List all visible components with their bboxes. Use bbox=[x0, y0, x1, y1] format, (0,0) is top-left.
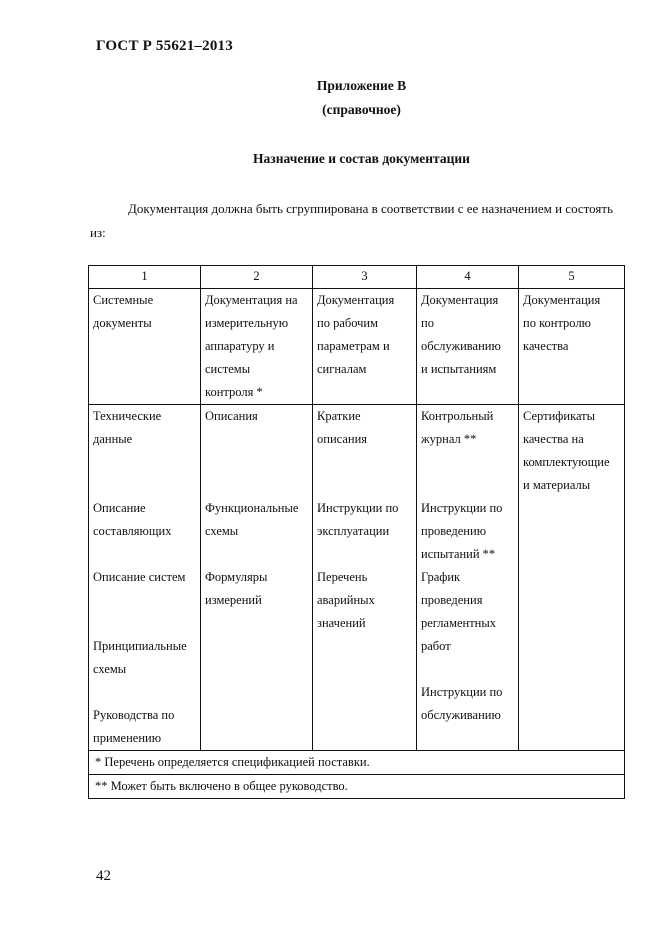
cell-line: документы bbox=[93, 316, 152, 330]
table-cell bbox=[313, 405, 417, 751]
cell-line: журнал ** bbox=[421, 432, 477, 446]
table-cell bbox=[417, 289, 519, 405]
cell-line: Инструкции по bbox=[317, 501, 399, 515]
cell-line: Описания bbox=[205, 409, 258, 423]
documentation-table bbox=[88, 265, 625, 799]
cell-spacer bbox=[205, 428, 308, 451]
cell-line: обслуживанию bbox=[421, 339, 501, 353]
appendix-subtitle: (справочное) bbox=[322, 102, 401, 117]
cell-line: описания bbox=[317, 432, 368, 446]
cell-line: Сертификаты bbox=[523, 409, 596, 423]
cell-line: составляющих bbox=[93, 524, 172, 538]
cell-line: эксплуатации bbox=[317, 524, 390, 538]
cell-line: Инструкции по bbox=[421, 501, 503, 515]
cell-line: схемы bbox=[205, 524, 239, 538]
cell-line: системы bbox=[205, 362, 251, 376]
cell-spacer bbox=[93, 589, 196, 612]
table-notes-row bbox=[89, 751, 625, 799]
cell-spacer bbox=[421, 658, 514, 681]
cell-spacer bbox=[93, 451, 196, 474]
column-header: 5 bbox=[519, 266, 625, 289]
cell-line: Документация на bbox=[205, 293, 298, 307]
cell-line: значений bbox=[317, 616, 366, 630]
cell-line: Принципиальные bbox=[93, 639, 187, 653]
cell-line: применению bbox=[93, 731, 162, 745]
cell-spacer bbox=[93, 474, 196, 497]
cell-spacer bbox=[93, 543, 196, 566]
table-note: * Перечень определяется спецификацией поставки. bbox=[95, 755, 370, 769]
document-standard-code: ГОСТ Р 55621–2013 bbox=[96, 38, 233, 54]
table-cell bbox=[201, 289, 313, 405]
cell-spacer bbox=[317, 474, 412, 497]
cell-line: и испытаниям bbox=[421, 362, 497, 376]
intro-line-1: Документация должна быть сгруппирована в соответствии с ее назначением и состоять bbox=[128, 201, 614, 216]
cell-line: аварийных bbox=[317, 593, 375, 607]
cell-line: работ bbox=[421, 639, 451, 653]
cell-line: Технические bbox=[93, 409, 162, 423]
table-cell bbox=[201, 405, 313, 751]
cell-line: проведению bbox=[421, 524, 487, 538]
cell-line: качества bbox=[523, 339, 569, 353]
cell-line: сигналам bbox=[317, 362, 367, 376]
table-cell bbox=[89, 405, 201, 751]
cell-line: Документация bbox=[317, 293, 395, 307]
cell-line: обслуживанию bbox=[421, 708, 501, 722]
column-header: 4 bbox=[417, 266, 519, 289]
cell-line: проведения bbox=[421, 593, 483, 607]
appendix-title: Приложение В bbox=[316, 78, 407, 93]
cell-line: испытаний ** bbox=[421, 547, 496, 561]
table-row bbox=[89, 289, 625, 405]
page-number: 42 bbox=[96, 868, 111, 884]
cell-line: Функциональные bbox=[205, 501, 299, 515]
cell-line: Руководства по bbox=[93, 708, 175, 722]
column-header: 2 bbox=[201, 266, 313, 289]
table-notes bbox=[89, 751, 625, 799]
cell-line: Краткие bbox=[317, 409, 361, 423]
cell-line: комплектующие bbox=[523, 455, 610, 469]
table-note: ** Может быть включено в общее руководство. bbox=[95, 779, 348, 793]
cell-line: Описание систем bbox=[93, 570, 186, 584]
table-header-row bbox=[89, 266, 625, 289]
cell-line: схемы bbox=[93, 662, 127, 676]
cell-line: Перечень bbox=[317, 570, 368, 584]
cell-line: Контрольный bbox=[421, 409, 494, 423]
cell-line: Документация bbox=[523, 293, 601, 307]
cell-line: качества на bbox=[523, 432, 584, 446]
cell-line: по контролю bbox=[523, 316, 591, 330]
cell-spacer bbox=[205, 451, 308, 474]
cell-line: Документация bbox=[421, 293, 499, 307]
cell-spacer bbox=[317, 451, 412, 474]
table-cell bbox=[89, 289, 201, 405]
cell-line: измерений bbox=[205, 593, 262, 607]
column-header: 1 bbox=[89, 266, 201, 289]
table-cell bbox=[519, 405, 625, 751]
cell-line: измерительную bbox=[205, 316, 289, 330]
cell-spacer bbox=[93, 612, 196, 635]
cell-spacer bbox=[93, 681, 196, 704]
cell-line: Формуляры bbox=[205, 570, 268, 584]
cell-line: данные bbox=[93, 432, 133, 446]
cell-line: по bbox=[421, 316, 434, 330]
cell-spacer bbox=[205, 474, 308, 497]
cell-spacer bbox=[205, 543, 308, 566]
cell-line: контроля * bbox=[205, 385, 263, 399]
cell-line: по рабочим bbox=[317, 316, 379, 330]
cell-line: Системные bbox=[93, 293, 154, 307]
table-cell bbox=[519, 289, 625, 405]
cell-line: аппаратуру и bbox=[205, 339, 275, 353]
cell-line: Описание bbox=[93, 501, 146, 515]
section-title: Назначение и состав документации bbox=[253, 151, 470, 166]
table-cell bbox=[313, 289, 417, 405]
table-row bbox=[89, 405, 625, 751]
column-header: 3 bbox=[313, 266, 417, 289]
table-cell bbox=[417, 405, 519, 751]
intro-paragraph bbox=[90, 197, 630, 245]
cell-line: График bbox=[421, 570, 461, 584]
cell-line: и материалы bbox=[523, 478, 591, 492]
cell-spacer bbox=[421, 474, 514, 497]
cell-spacer bbox=[421, 451, 514, 474]
cell-line: Инструкции по bbox=[421, 685, 503, 699]
cell-line: регламентных bbox=[421, 616, 497, 630]
intro-line-2: из: bbox=[90, 225, 106, 240]
cell-spacer bbox=[317, 543, 412, 566]
cell-line: параметрам и bbox=[317, 339, 390, 353]
